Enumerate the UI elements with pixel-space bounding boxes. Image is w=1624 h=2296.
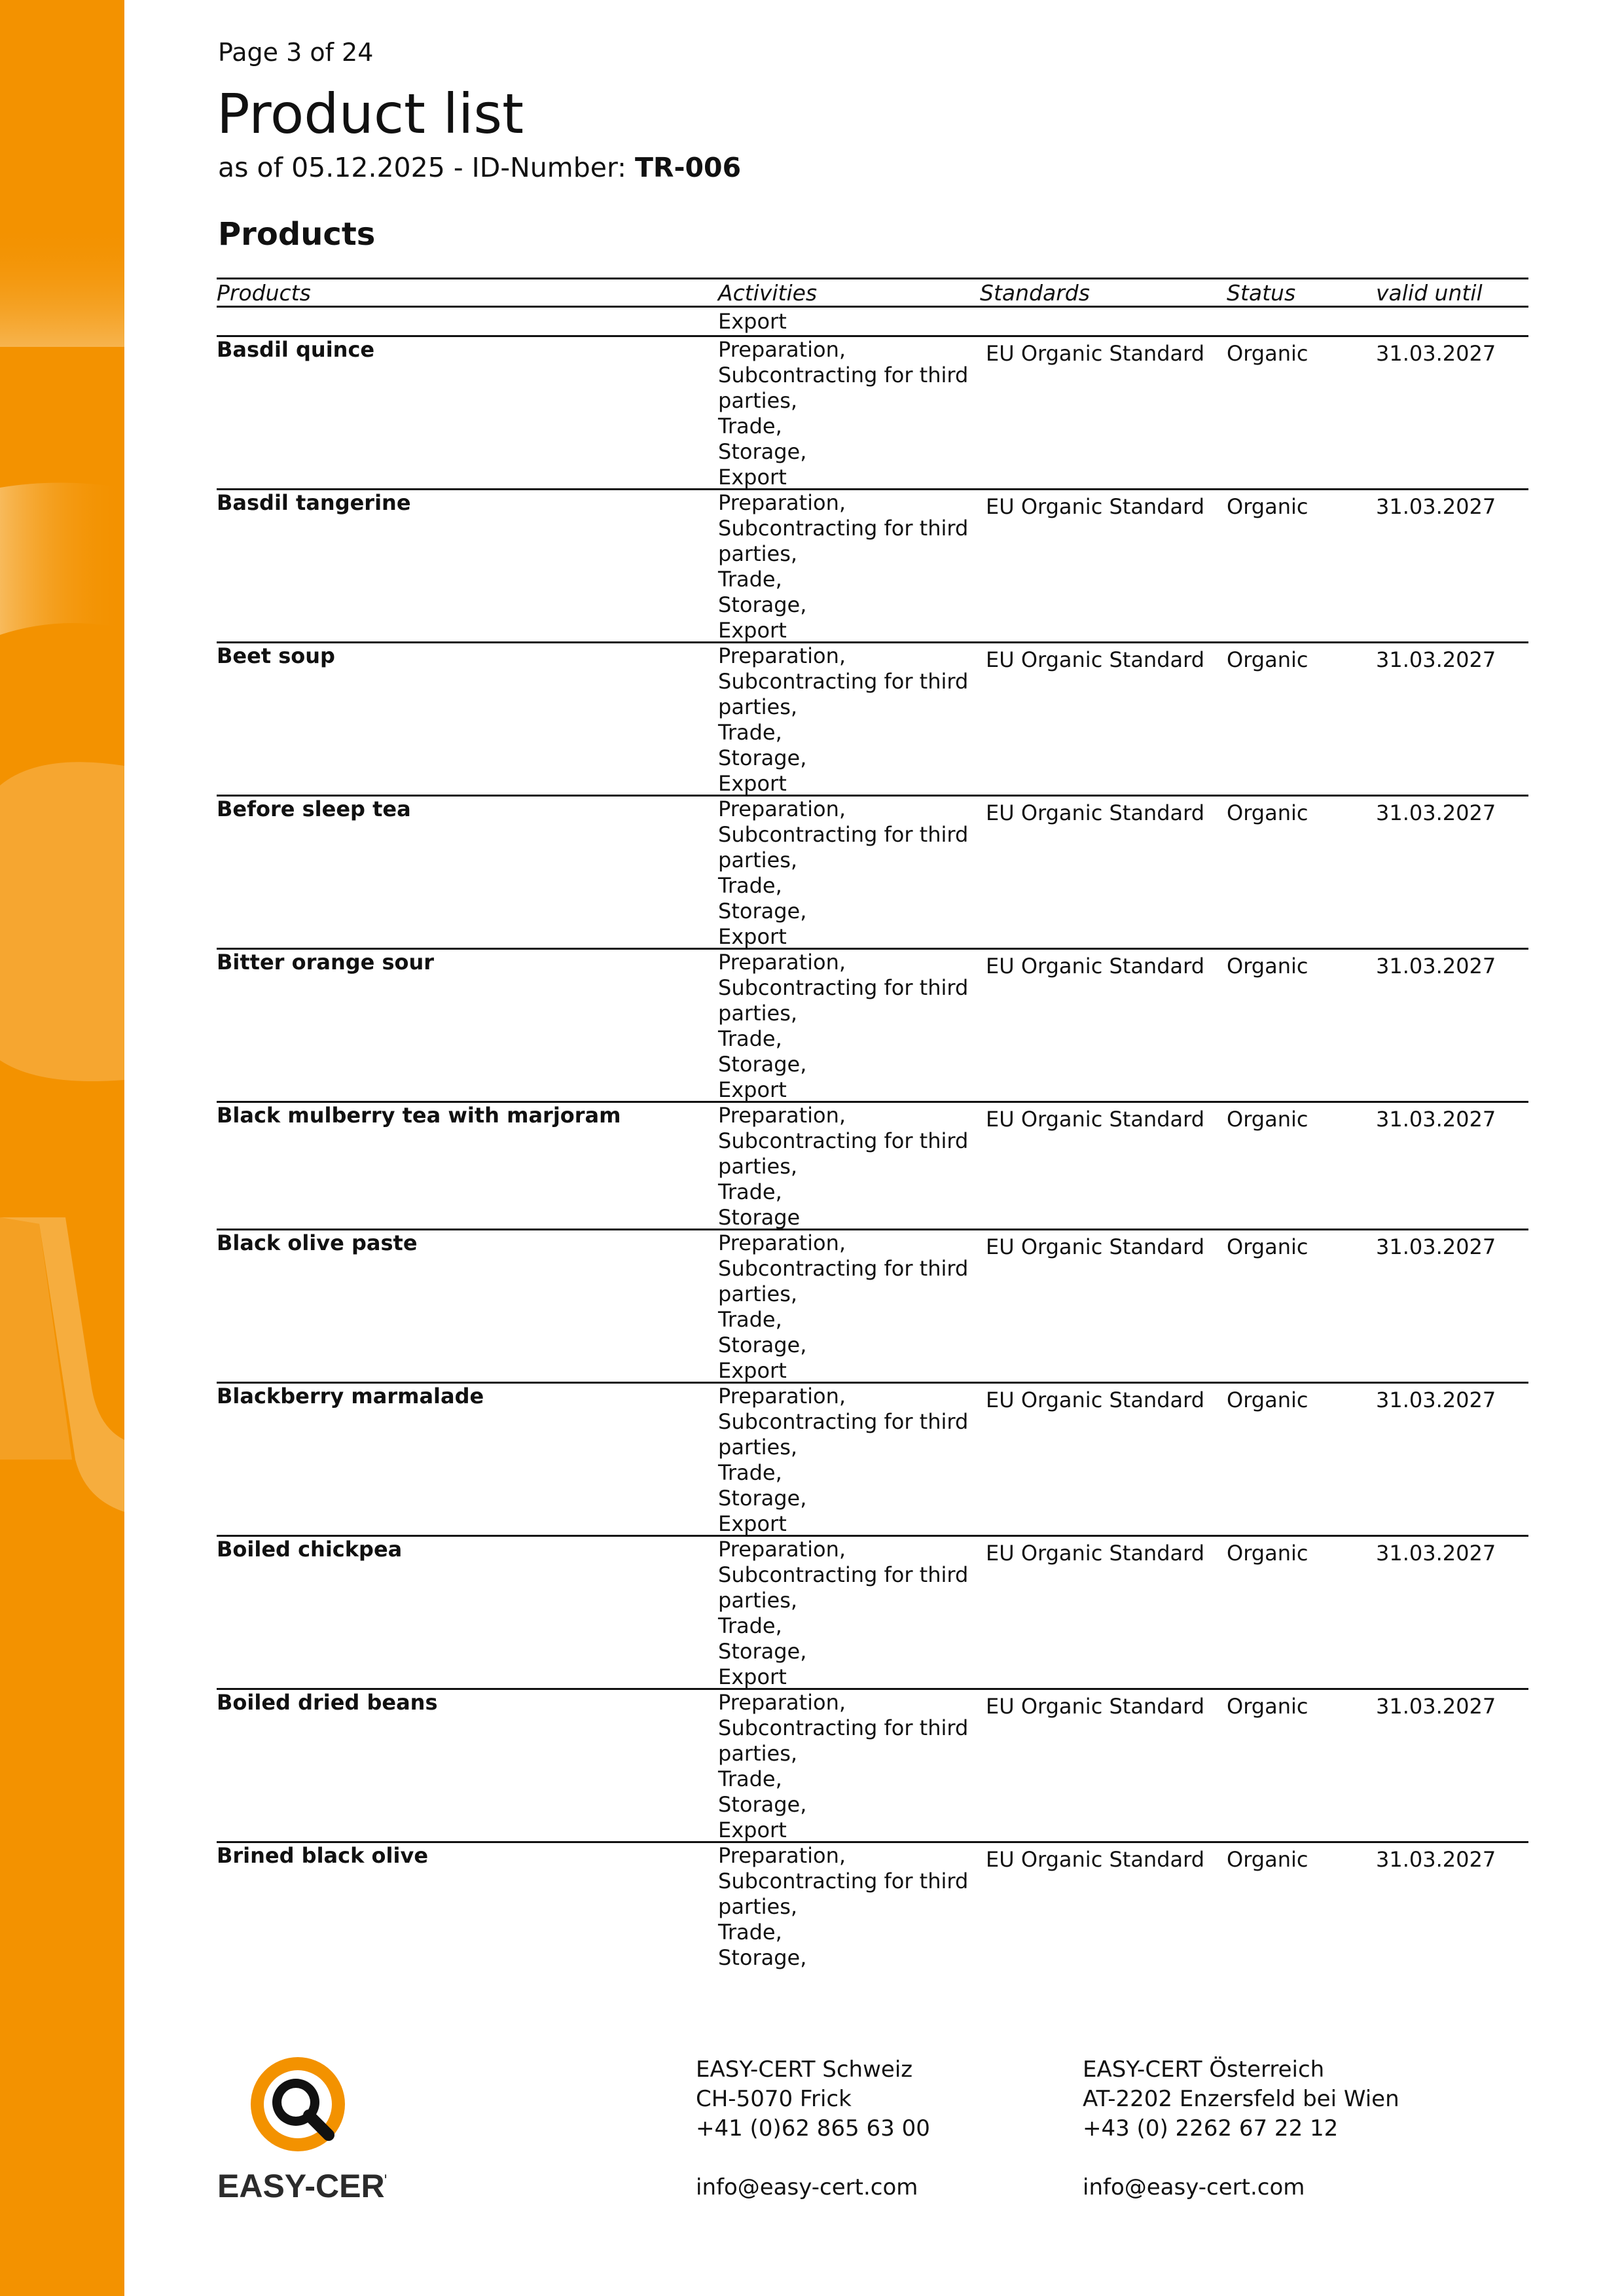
activity-line: parties, [718,1154,798,1179]
activity-line: parties, [718,1435,798,1460]
activity-line: Export [718,1511,787,1536]
activity-line: parties, [718,848,798,872]
activity-line: Subcontracting for third [718,669,969,694]
valid-until-cell: 31.03.2027 [1376,1388,1496,1412]
activity-line: Subcontracting for third [718,1715,969,1740]
activities-cell [718,337,968,490]
status-cell: Organic [1227,341,1308,366]
activity-line: Trade, [718,1613,782,1638]
activity-line: Subcontracting for third [718,1409,969,1434]
column-header-products: Products [217,280,311,306]
activities-cell [718,490,968,643]
standard-cell: EU Organic Standard [986,341,1205,366]
activity-line: Preparation, [718,1230,846,1255]
activities-cell [718,1103,968,1230]
table-body [217,335,1528,1969]
product-name: Before sleep tea [217,797,411,821]
activities-cell [718,1843,968,1971]
status-cell: Organic [1227,800,1308,825]
standard-cell: EU Organic Standard [986,800,1205,825]
product-table [217,278,1528,1969]
activity-line: Storage, [718,592,807,617]
page-subtitle [218,152,741,183]
activity-line: parties, [718,1894,798,1919]
standard-cell: EU Organic Standard [986,1388,1205,1412]
valid-until-cell: 31.03.2027 [1376,1541,1496,1566]
valid-until-cell: 31.03.2027 [1376,1847,1496,1872]
activity-line: Subcontracting for third [718,822,969,847]
activity-line: parties, [718,1282,798,1306]
activity-line: Subcontracting for third [718,1128,969,1153]
valid-until-cell: 31.03.2027 [1376,341,1496,366]
standard-cell: EU Organic Standard [986,954,1205,978]
column-header-standards: Standards [980,280,1090,306]
activity-line: Subcontracting for third [718,363,969,387]
address-austria [1083,2055,1399,2202]
activity-line: Export [718,1077,787,1102]
activity-line: Trade, [718,1460,782,1485]
activity-line: Trade, [718,720,782,745]
activity-line: Storage, [718,439,807,464]
activities-cell [718,1537,968,1690]
column-header-status: Status [1227,280,1296,306]
table-row [217,1382,1528,1535]
activities-cell [718,643,968,797]
activity-line: Storage, [718,1333,807,1357]
valid-until-cell: 31.03.2027 [1376,1107,1496,1132]
sidebar-decoration [0,0,124,2296]
address-switzerland [696,2055,930,2202]
standard-cell: EU Organic Standard [986,1541,1205,1566]
activity-line: Preparation, [718,1103,846,1128]
table-row [217,335,1528,488]
logo-text: EASY-CERT [217,2168,386,2204]
magnifier-logo-icon [216,2049,386,2206]
table-header [217,278,1528,308]
table-row [217,488,1528,641]
phone-ch: +41 (0)62 865 63 00 [696,2115,930,2142]
activity-line: Preparation, [718,643,846,668]
table-row [217,948,1528,1101]
activity-line: Preparation, [718,1537,846,1562]
activity-line: Storage, [718,899,807,924]
product-name: Basdil tangerine [217,490,411,515]
company-name-ch: EASY-CERT Schweiz [696,2056,913,2083]
section-title: Products [218,216,376,253]
status-cell: Organic [1227,1694,1308,1719]
product-name: Beet soup [217,643,335,668]
page-title: Product list [217,82,524,146]
activity-line: Export [718,771,787,796]
standard-cell: EU Organic Standard [986,647,1205,672]
table-row [217,1229,1528,1382]
status-cell: Organic [1227,1107,1308,1132]
activity-line: Trade, [718,567,782,592]
activity-line: Subcontracting for third [718,1256,969,1281]
valid-until-cell: 31.03.2027 [1376,800,1496,825]
activities-cell [718,950,968,1103]
product-name: Bitter orange sour [217,950,435,975]
column-header-valid-until: valid until [1376,280,1483,306]
activity-line: Storage, [718,745,807,770]
activities-cell [718,1230,968,1384]
product-name: Blackberry marmalade [217,1384,484,1408]
status-cell: Organic [1227,494,1308,519]
activity-line: Export [718,1664,787,1689]
standard-cell: EU Organic Standard [986,1694,1205,1719]
activity-line: Preparation, [718,490,846,515]
status-cell: Organic [1227,1234,1308,1259]
status-cell: Organic [1227,1388,1308,1412]
status-cell: Organic [1227,1541,1308,1566]
activity-line: Storage, [718,1052,807,1077]
company-name-at: EASY-CERT Österreich [1083,2056,1325,2083]
activity-line: Export [718,924,787,949]
activity-line: Storage, [718,1486,807,1511]
activity-line: Preparation, [718,1384,846,1408]
city-at: AT-2202 Enzersfeld bei Wien [1083,2086,1399,2112]
product-name: Black olive paste [217,1230,418,1255]
subtitle-date: as of 05.12.2025 - ID-Number: [218,152,635,183]
activity-line: Trade, [718,1920,782,1945]
standard-cell: EU Organic Standard [986,494,1205,519]
activities-cell [718,1384,968,1537]
activity-line: Export [718,465,787,490]
activity-line: Export [718,1818,787,1842]
activity-line: Subcontracting for third [718,975,969,1000]
activity-line: Preparation, [718,1843,846,1868]
page-number: Page 3 of 24 [218,38,374,67]
activities-cell [718,797,968,950]
activity-line: Trade, [718,1767,782,1791]
table-row [217,1535,1528,1688]
activity-line: Export [718,618,787,643]
activity-line: Subcontracting for third [718,1562,969,1587]
activity-line: Storage, [718,1792,807,1817]
activity-line: Export [718,1358,787,1383]
status-cell: Organic [1227,647,1308,672]
standard-cell: EU Organic Standard [986,1234,1205,1259]
activities-cell [718,1690,968,1843]
phone-at: +43 (0) 2262 67 22 12 [1083,2115,1339,2142]
table-row [217,1101,1528,1229]
activity-line: Trade, [718,414,782,439]
activity-line: parties, [718,388,798,413]
activity-line: Preparation, [718,797,846,821]
product-name: Brined black olive [217,1843,429,1868]
product-name: Boiled dried beans [217,1690,438,1715]
continued-row [217,308,1528,335]
activity-line: Trade, [718,1179,782,1204]
easy-cert-logo [216,2049,386,2206]
table-row [217,795,1528,948]
valid-until-cell: 31.03.2027 [1376,1694,1496,1719]
activity-line: parties, [718,1741,798,1766]
valid-until-cell: 31.03.2027 [1376,954,1496,978]
activity-line: Preparation, [718,337,846,362]
activity-line: Subcontracting for third [718,516,969,541]
activity-line: Preparation, [718,950,846,975]
activity-line: parties, [718,1001,798,1026]
id-number: TR-006 [634,152,742,183]
valid-until-cell: 31.03.2027 [1376,494,1496,519]
valid-until-cell: 31.03.2027 [1376,1234,1496,1259]
activity-line: Storage [718,1205,801,1230]
city-ch: CH-5070 Frick [696,2086,852,2112]
valid-until-cell: 31.03.2027 [1376,647,1496,672]
activity-line: parties, [718,1588,798,1613]
status-cell: Organic [1227,1847,1308,1872]
activity-line: Trade, [718,1026,782,1051]
activity-line: parties, [718,694,798,719]
status-cell: Organic [1227,954,1308,978]
email-ch[interactable]: info@easy-cert.com [696,2174,918,2200]
column-header-activities: Activities [718,280,818,306]
table-row [217,641,1528,795]
activity-line: Preparation, [718,1690,846,1715]
activity-line: Storage, [718,1639,807,1664]
orange-sidebar [0,0,124,2296]
continued-activity: Export [718,309,787,334]
activity-line: Storage, [718,1945,807,1970]
email-at[interactable]: info@easy-cert.com [1083,2174,1305,2200]
activity-line: Trade, [718,1307,782,1332]
standard-cell: EU Organic Standard [986,1847,1205,1872]
table-row [217,1688,1528,1841]
product-name: Black mulberry tea with marjoram [217,1103,621,1128]
activity-line: Trade, [718,873,782,898]
activity-line: parties, [718,541,798,566]
activity-line: Subcontracting for third [718,1869,969,1893]
product-name: Basdil quince [217,337,375,362]
standard-cell: EU Organic Standard [986,1107,1205,1132]
table-row [217,1841,1528,1969]
product-name: Boiled chickpea [217,1537,403,1562]
